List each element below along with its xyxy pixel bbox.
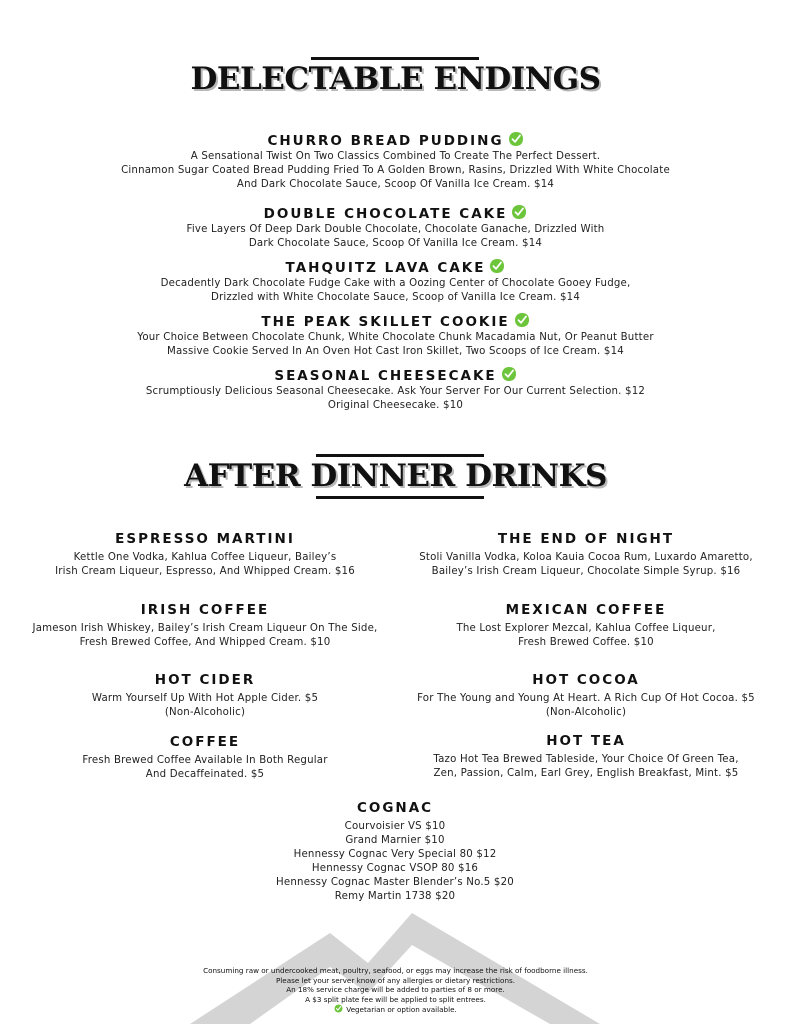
check-leaf-icon	[508, 131, 524, 147]
drink-name: COFFEE	[169, 734, 241, 750]
drink-desc-line: The Lost Explorer Mezcal, Kahlua Coffee Liqueur,	[456, 623, 716, 634]
drink-item	[0, 734, 410, 782]
dessert-desc-line: Five Layers Of Deep Dark Double Chocolate, Chocolate Ganache, Drizzled With	[186, 224, 605, 235]
dessert-desc-line: Dark Chocolate Sauce, Scoop Of Vanilla Ice Cream. $14	[248, 238, 543, 249]
dessert-item	[0, 258, 791, 305]
legend-text: Vegetarian or option available.	[346, 1005, 457, 1014]
drink-item	[381, 602, 791, 650]
footer-line: A $3 split plate fee will be applied to split entrees.	[305, 994, 486, 1004]
check-leaf-icon	[511, 204, 527, 220]
drink-desc-line: Fresh Brewed Coffee, And Whipped Cream. $10	[79, 637, 331, 648]
footer-line: An 18% service charge will be added to parties of 8 or more.	[286, 985, 505, 994]
cognac-item: Grand Marnier $10	[345, 835, 445, 846]
drink-name: HOT TEA	[546, 733, 626, 749]
footer-legend	[0, 1004, 791, 1015]
drink-desc-line: (Non-Alcoholic)	[545, 707, 627, 718]
cognac-item: Hennessy Cognac Master Blender’s No.5 $20	[276, 877, 514, 888]
title-rule-bottom	[316, 496, 484, 499]
footer-line: Consuming raw or undercooked meat, poultry, seafood, or eggs may increase the risk of foodborne illness.	[203, 966, 588, 975]
dessert-name: CHURRO BREAD PUDDING	[267, 133, 504, 149]
cognac-item: Remy Martin 1738 $20	[334, 891, 456, 902]
drink-name: ESPRESSO MARTINI	[115, 531, 295, 547]
drink-item	[0, 602, 410, 650]
dessert-name: DOUBLE CHOCOLATE CAKE	[263, 206, 508, 222]
dessert-item	[0, 131, 791, 192]
drink-desc-line: Bailey’s Irish Cream Liqueur, Chocolate Simple Syrup. $16	[431, 566, 741, 577]
footer-disclaimer	[0, 966, 791, 1015]
drink-desc-line: And Decaffeinated. $5	[145, 769, 265, 780]
dessert-desc-line: Your Choice Between Chocolate Chunk, White Chocolate Chunk Macadamia Nut, Or Peanut Butter	[137, 332, 654, 343]
check-leaf-icon	[501, 366, 517, 382]
dessert-desc-line: And Dark Chocolate Sauce, Scoop Of Vanilla Ice Cream. $14	[236, 179, 555, 190]
desserts-title: DELECTABLE ENDINGS	[190, 61, 601, 97]
cognac-section	[190, 800, 600, 904]
dessert-desc-line: Drizzled with White Chocolate Sauce, Scoop of Vanilla Ice Cream. $14	[210, 292, 581, 303]
drink-name: COGNAC	[356, 800, 434, 816]
drink-item	[381, 733, 791, 781]
drink-name: HOT CIDER	[154, 672, 256, 688]
drink-item	[381, 672, 791, 720]
drink-name: IRISH COFFEE	[140, 602, 270, 618]
drink-desc-line: Zen, Passion, Calm, Earl Grey, English Breakfast, Mint. $5	[433, 768, 739, 779]
check-leaf-icon	[514, 312, 530, 328]
drink-desc-line: Fresh Brewed Coffee Available In Both Regular	[82, 755, 328, 766]
dessert-name: TAHQUITZ LAVA CAKE	[285, 260, 486, 276]
check-leaf-icon	[334, 1004, 343, 1013]
dessert-desc-line: Cinnamon Sugar Coated Bread Pudding Fried To A Golden Brown, Rasins, Drizzled With White Chocolate	[121, 165, 670, 176]
cognac-item: Hennessy Cognac VSOP 80 $16	[311, 863, 479, 874]
dessert-item	[0, 312, 791, 359]
title-rule-top	[316, 454, 484, 457]
cognac-item: Courvoisier VS $10	[344, 821, 446, 832]
dessert-name: THE PEAK SKILLET COOKIE	[261, 314, 510, 330]
title-rule-top	[311, 57, 479, 60]
dessert-item	[0, 366, 791, 413]
cognac-item: Hennessy Cognac Very Special 80 $12	[293, 849, 497, 860]
drink-item	[0, 531, 410, 579]
cognac-list	[190, 820, 600, 904]
drink-desc-line: Warm Yourself Up With Hot Apple Cider. $5	[91, 693, 319, 704]
drink-name: MEXICAN COFFEE	[505, 602, 667, 618]
drink-item	[381, 531, 791, 579]
drink-desc-line: (Non-Alcoholic)	[164, 707, 246, 718]
dessert-desc-line: A Sensational Twist On Two Classics Combined To Create The Perfect Dessert.	[190, 151, 601, 162]
dessert-desc-line: Decadently Dark Chocolate Fudge Cake with a Oozing Center of Chocolate Gooey Fudge,	[160, 278, 631, 289]
drinks-title: AFTER DINNER DRINKS	[184, 458, 607, 494]
footer-line: Please let your server know of any allergies or dietary restrictions.	[275, 975, 516, 985]
check-leaf-icon	[489, 258, 505, 274]
drink-desc-line: Stoli Vanilla Vodka, Koloa Kauia Cocoa Rum, Luxardo Amaretto,	[419, 552, 753, 563]
drink-desc-line: Fresh Brewed Coffee. $10	[518, 637, 654, 648]
drink-desc-line: Kettle One Vodka, Kahlua Coffee Liqueur, Bailey’s	[73, 552, 337, 563]
dessert-desc-line: Massive Cookie Served In An Oven Hot Cast Iron Skillet, Two Scoops of Ice Cream. $14	[167, 346, 624, 357]
drink-item	[0, 672, 410, 720]
dessert-name: SEASONAL CHEESECAKE	[274, 368, 497, 384]
drink-name: THE END OF NIGHT	[497, 531, 675, 547]
drink-name: HOT COCOA	[532, 672, 640, 688]
drink-desc-line: Tazo Hot Tea Brewed Tableside, Your Choice Of Green Tea,	[433, 754, 739, 765]
dessert-item	[0, 204, 791, 251]
drink-desc-line: For The Young and Young At Heart. A Rich Cup Of Hot Cocoa. $5	[417, 693, 755, 704]
dessert-desc-line: Original Cheesecake. $10	[327, 400, 464, 411]
drink-desc-line: Jameson Irish Whiskey, Bailey’s Irish Cream Liqueur On The Side,	[32, 623, 378, 634]
drink-desc-line: Irish Cream Liqueur, Espresso, And Whipped Cream. $16	[55, 566, 355, 577]
dessert-desc-line: Scrumptiously Delicious Seasonal Cheesecake. Ask Your Server For Our Current Selection. $12	[145, 386, 646, 397]
